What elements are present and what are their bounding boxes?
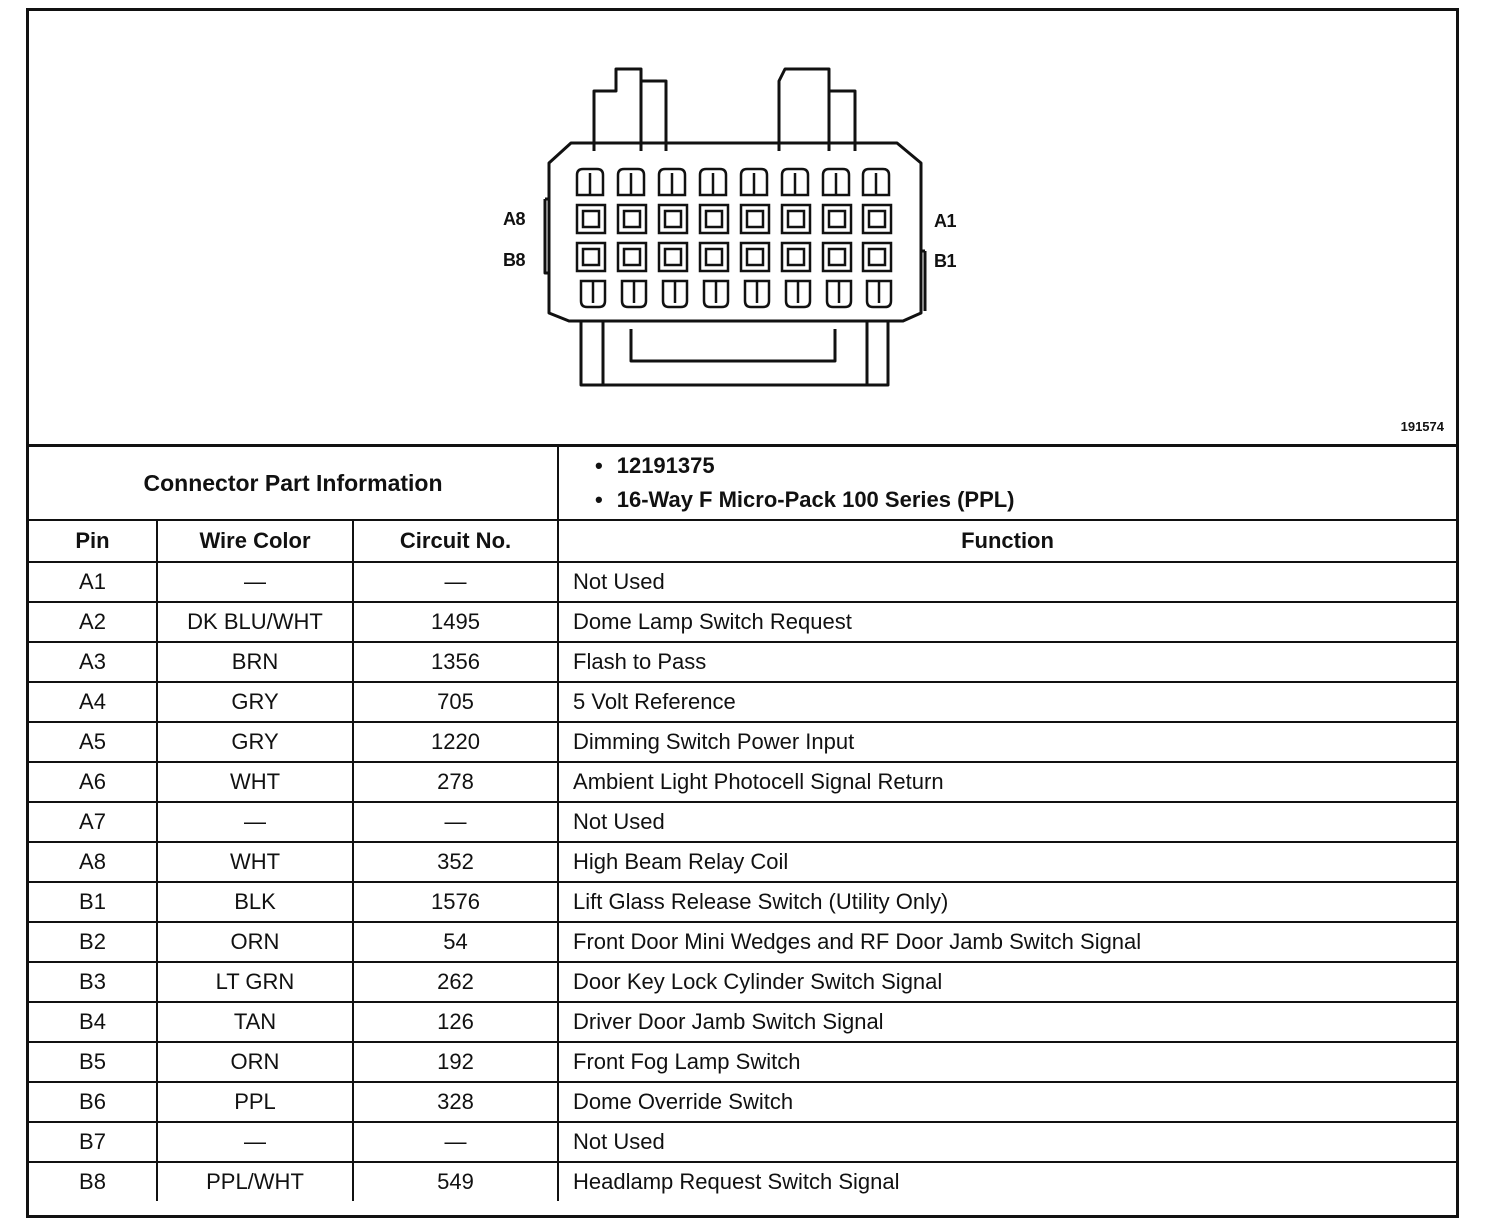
cell-circuit: 705 xyxy=(353,682,558,722)
terminal-cavity-b-inner xyxy=(869,249,885,265)
cell-wire-color: BLK xyxy=(157,882,353,922)
cell-pin: A7 xyxy=(29,802,157,842)
terminal-cavity-a-inner xyxy=(869,211,885,227)
table-row xyxy=(29,962,1456,1002)
label-a8: A8 xyxy=(503,209,526,229)
figure-number: 191574 xyxy=(1400,419,1444,434)
cell-circuit: 1356 xyxy=(353,642,558,682)
table-row xyxy=(29,722,1456,762)
terminal-cavity-b xyxy=(659,243,687,271)
table-row xyxy=(29,802,1456,842)
cell-function: Front Fog Lamp Switch xyxy=(558,1042,1456,1082)
terminal-cavity-a-inner xyxy=(665,211,681,227)
terminal-cavity-a-inner xyxy=(747,211,763,227)
cell-pin: A6 xyxy=(29,762,157,802)
column-header-pin: Pin xyxy=(29,520,157,562)
cell-pin: A4 xyxy=(29,682,157,722)
cell-function: Not Used xyxy=(558,1122,1456,1162)
cell-function: Lift Glass Release Switch (Utility Only) xyxy=(558,882,1456,922)
cell-wire-color: ORN xyxy=(157,1042,353,1082)
column-header-function: Function xyxy=(558,520,1456,562)
column-header-circuit: Circuit No. xyxy=(353,520,558,562)
cell-pin: B8 xyxy=(29,1162,157,1201)
part-info-row xyxy=(29,447,1456,520)
cell-pin: B4 xyxy=(29,1002,157,1042)
cell-circuit: 192 xyxy=(353,1042,558,1082)
table-row xyxy=(29,1002,1456,1042)
terminal-cavity-b xyxy=(618,243,646,271)
terminal-cavity-a-inner xyxy=(706,211,722,227)
terminal-cavity-a xyxy=(618,205,646,233)
terminal-cavity-b xyxy=(782,243,810,271)
table-row xyxy=(29,842,1456,882)
cell-wire-color: PPL xyxy=(157,1082,353,1122)
cell-circuit: 549 xyxy=(353,1162,558,1201)
table-row xyxy=(29,682,1456,722)
cell-circuit: 1576 xyxy=(353,882,558,922)
cell-pin: A5 xyxy=(29,722,157,762)
part-number: • 12191375 xyxy=(595,449,1456,483)
table-row xyxy=(29,1082,1456,1122)
cell-function: Dimming Switch Power Input xyxy=(558,722,1456,762)
pinout-table xyxy=(29,447,1456,1201)
cell-circuit: 262 xyxy=(353,962,558,1002)
cell-pin: B6 xyxy=(29,1082,157,1122)
terminal-cavity-a xyxy=(577,205,605,233)
table-row xyxy=(29,1162,1456,1201)
table-row xyxy=(29,562,1456,602)
cell-circuit: 352 xyxy=(353,842,558,882)
terminal-cavity-a xyxy=(659,205,687,233)
cell-function: Flash to Pass xyxy=(558,642,1456,682)
table-row xyxy=(29,922,1456,962)
cell-wire-color: GRY xyxy=(157,722,353,762)
terminal-cavity-b xyxy=(577,243,605,271)
cell-circuit: 278 xyxy=(353,762,558,802)
cell-wire-color: — xyxy=(157,562,353,602)
cell-function: Front Door Mini Wedges and RF Door Jamb Switch Signal xyxy=(558,922,1456,962)
cell-pin: B7 xyxy=(29,1122,157,1162)
cell-circuit: — xyxy=(353,562,558,602)
table-row xyxy=(29,762,1456,802)
cell-circuit: 1220 xyxy=(353,722,558,762)
cell-wire-color: TAN xyxy=(157,1002,353,1042)
terminal-cavity-a xyxy=(782,205,810,233)
cell-pin: A1 xyxy=(29,562,157,602)
connector-diagram-area xyxy=(29,11,1456,447)
cell-function: 5 Volt Reference xyxy=(558,682,1456,722)
cell-pin: B1 xyxy=(29,882,157,922)
cell-pin: A3 xyxy=(29,642,157,682)
connector-sheet xyxy=(26,8,1459,1218)
label-b8: B8 xyxy=(503,250,526,270)
terminal-cavity-b xyxy=(741,243,769,271)
terminal-cavity-b-inner xyxy=(624,249,640,265)
terminal-cavity-b-inner xyxy=(747,249,763,265)
cell-function: Dome Override Switch xyxy=(558,1082,1456,1122)
label-a1: A1 xyxy=(934,211,957,231)
cell-circuit: — xyxy=(353,1122,558,1162)
terminal-cavity-a xyxy=(863,205,891,233)
terminal-cavity-b-inner xyxy=(583,249,599,265)
terminal-cavity-b-inner xyxy=(829,249,845,265)
cell-wire-color: — xyxy=(157,802,353,842)
cell-circuit: 1495 xyxy=(353,602,558,642)
cell-wire-color: WHT xyxy=(157,762,353,802)
cell-wire-color: — xyxy=(157,1122,353,1162)
cell-circuit: 328 xyxy=(353,1082,558,1122)
table-row xyxy=(29,1042,1456,1082)
terminal-cavity-b xyxy=(823,243,851,271)
column-header-wire-color: Wire Color xyxy=(157,520,353,562)
terminal-cavity-b-inner xyxy=(788,249,804,265)
connector-description: • 16-Way F Micro-Pack 100 Series (PPL) xyxy=(595,483,1456,517)
part-info-list xyxy=(558,447,1456,520)
cell-function: High Beam Relay Coil xyxy=(558,842,1456,882)
terminal-cavity-a-inner xyxy=(788,211,804,227)
cell-function: Headlamp Request Switch Signal xyxy=(558,1162,1456,1201)
cell-wire-color: GRY xyxy=(157,682,353,722)
cell-wire-color: WHT xyxy=(157,842,353,882)
terminal-cavity-a-inner xyxy=(583,211,599,227)
cell-pin: B3 xyxy=(29,962,157,1002)
cell-function: Not Used xyxy=(558,802,1456,842)
cell-wire-color: LT GRN xyxy=(157,962,353,1002)
cell-pin: B2 xyxy=(29,922,157,962)
terminal-cavity-a xyxy=(700,205,728,233)
cell-circuit: 54 xyxy=(353,922,558,962)
terminal-cavity-a xyxy=(823,205,851,233)
cell-pin: B5 xyxy=(29,1042,157,1082)
table-row xyxy=(29,602,1456,642)
cell-function: Driver Door Jamb Switch Signal xyxy=(558,1002,1456,1042)
cell-function: Dome Lamp Switch Request xyxy=(558,602,1456,642)
connector-face-illustration xyxy=(29,11,1456,441)
terminal-cavity-a-inner xyxy=(624,211,640,227)
cell-pin: A2 xyxy=(29,602,157,642)
cell-function: Not Used xyxy=(558,562,1456,602)
label-b1: B1 xyxy=(934,251,957,271)
terminal-cavity-b-inner xyxy=(706,249,722,265)
table-row xyxy=(29,642,1456,682)
terminal-cavity-b xyxy=(700,243,728,271)
cell-function: Ambient Light Photocell Signal Return xyxy=(558,762,1456,802)
table-row xyxy=(29,882,1456,922)
cell-pin: A8 xyxy=(29,842,157,882)
header-row xyxy=(29,520,1456,562)
cell-wire-color: PPL/WHT xyxy=(157,1162,353,1201)
terminal-cavity-b xyxy=(863,243,891,271)
cell-circuit: 126 xyxy=(353,1002,558,1042)
cell-wire-color: BRN xyxy=(157,642,353,682)
cell-circuit: — xyxy=(353,802,558,842)
cell-wire-color: DK BLU/WHT xyxy=(157,602,353,642)
table-row xyxy=(29,1122,1456,1162)
terminal-cavity-b-inner xyxy=(665,249,681,265)
pin-rows xyxy=(29,562,1456,1201)
terminal-cavity-a xyxy=(741,205,769,233)
part-info-label: Connector Part Information xyxy=(29,447,558,520)
cell-wire-color: ORN xyxy=(157,922,353,962)
cell-function: Door Key Lock Cylinder Switch Signal xyxy=(558,962,1456,1002)
terminal-cavity-a-inner xyxy=(829,211,845,227)
